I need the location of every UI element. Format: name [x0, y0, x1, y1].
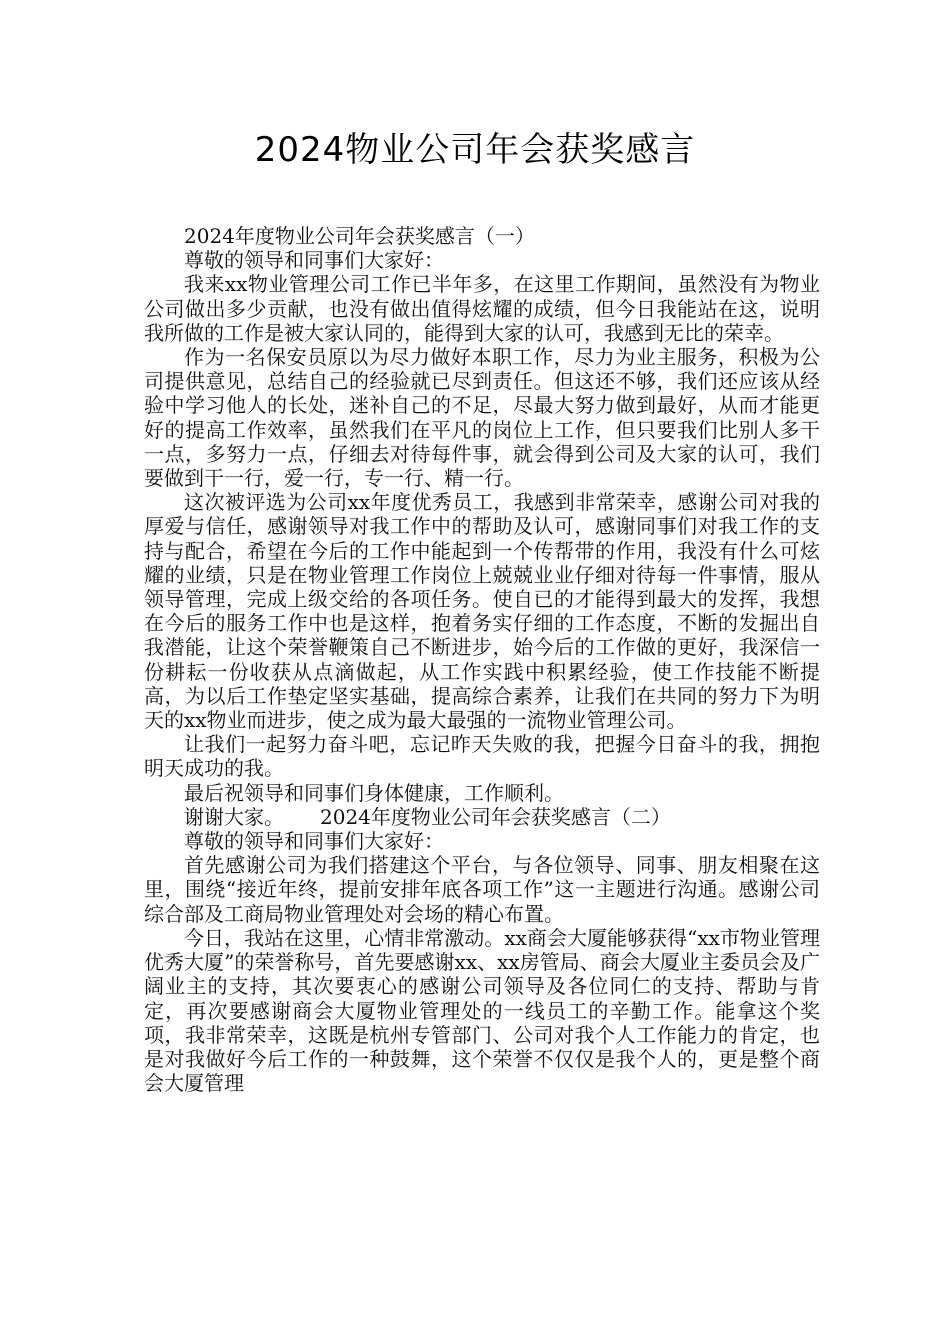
thanks-text: 谢谢大家。 — [184, 804, 284, 829]
section-one-heading: 2024年度物业公司年会获奖感言（一） — [184, 224, 535, 248]
greeting-paragraph: 尊敬的领导和同事们大家好： — [184, 248, 444, 273]
greeting-paragraph: 尊敬的领导和同事们大家好： — [184, 829, 444, 854]
closing-paragraph: 最后祝领导和同事们身体健康，工作顺利。 — [184, 780, 564, 805]
thanks-line — [144, 805, 820, 829]
body-paragraph: 作为一名保安员原以为尽力做好本职工作，尽力为业主服务，积极为公司提供意见，总结自己的经验就已尽到责任。但这还不够，我们还应该从经验中学习他人的长处，迷补自己的不足，尽最大努力做到最好，从而才能更好的提高工作效率，虽然我们在平凡的岗位上工作，但只要我们比别人多干一点，多努力一点，仔细去对待每件事，就会得到公司及大家的认可，我们要做到干一行，爱一行，专一行、精一行。 — [144, 345, 820, 491]
body-paragraph: 首先感谢公司为我们搭建这个平台，与各位领导、同事、朋友相聚在这里，围绕“接近年终，提前安排年底各项工作”这一主题进行沟通。感谢公司综合部及工商局物业管理处对会场的精心布置。 — [144, 853, 820, 926]
body-paragraph: 我来xx物业管理公司工作已半年多，在这里工作期间，虽然没有为物业公司做出多少贡献，也没有做出值得炫耀的成绩，但今日我能站在这，说明我所做的工作是被大家认同的，能得到大家的认可，我感到无比的荣幸。 — [144, 272, 820, 345]
body-paragraph: 让我们一起努力奋斗吧，忘记昨天失败的我，把握今日奋斗的我，拥抱明天成功的我。 — [144, 732, 820, 781]
document-body — [144, 224, 820, 1095]
section-two-heading: 2024年度物业公司年会获奖感言（二） — [320, 804, 671, 829]
body-paragraph: 这次被评选为公司xx年度优秀员工，我感到非常荣幸，感谢公司对我的厚爱与信任，感谢领导对我工作中的帮助及认可，感谢同事们对我工作的支持与配合，希望在今后的工作中能起到一个传帮带的作用，我没有什么可炫耀的业绩，只是在物业管理工作岗位上兢兢业业仔细对待每一件事情，服从领导管理，完成上级交给的各项任务。使自已的才能得到最大的发挥，我想在今后的服务工作中也是这样，抱着务实仔细的工作态度，不断的发掘出自我潜能，让这个荣誉鞭策自己不断进步，始今后的工作做的更好，我深信一份耕耘一份收获从点滴做起，从工作实践中积累经验，使工作技能不断提高，为以后工作垫定坚实基础，提高综合素养，让我们在共同的努力下为明天的xx物业而进步，使之成为最大最强的一流物业管理公司。 — [144, 490, 820, 733]
document-title: 2024物业公司年会获奖感言 — [254, 130, 696, 170]
body-paragraph: 今日，我站在这里，心情非常激动。xx商会大厦能够获得“xx市物业管理优秀大厦”的荣誉称号，首先要感谢xx、xx房管局、商会大厦业主委员会及广阔业主的支持，其次要衷心的感谢公司领导及各位同仁的支持、帮助与肯定，再次要感谢商会大厦物业管理处的一线员工的辛勤工作。能拿这个奖项，我非常荣幸，这既是杭州专管部门、公司对我个人工作能力的肯定，也是对我做好今后工作的一种鼓舞，这个荣誉不仅仅是我个人的，更是整个商会大厦管理 — [144, 925, 820, 1096]
